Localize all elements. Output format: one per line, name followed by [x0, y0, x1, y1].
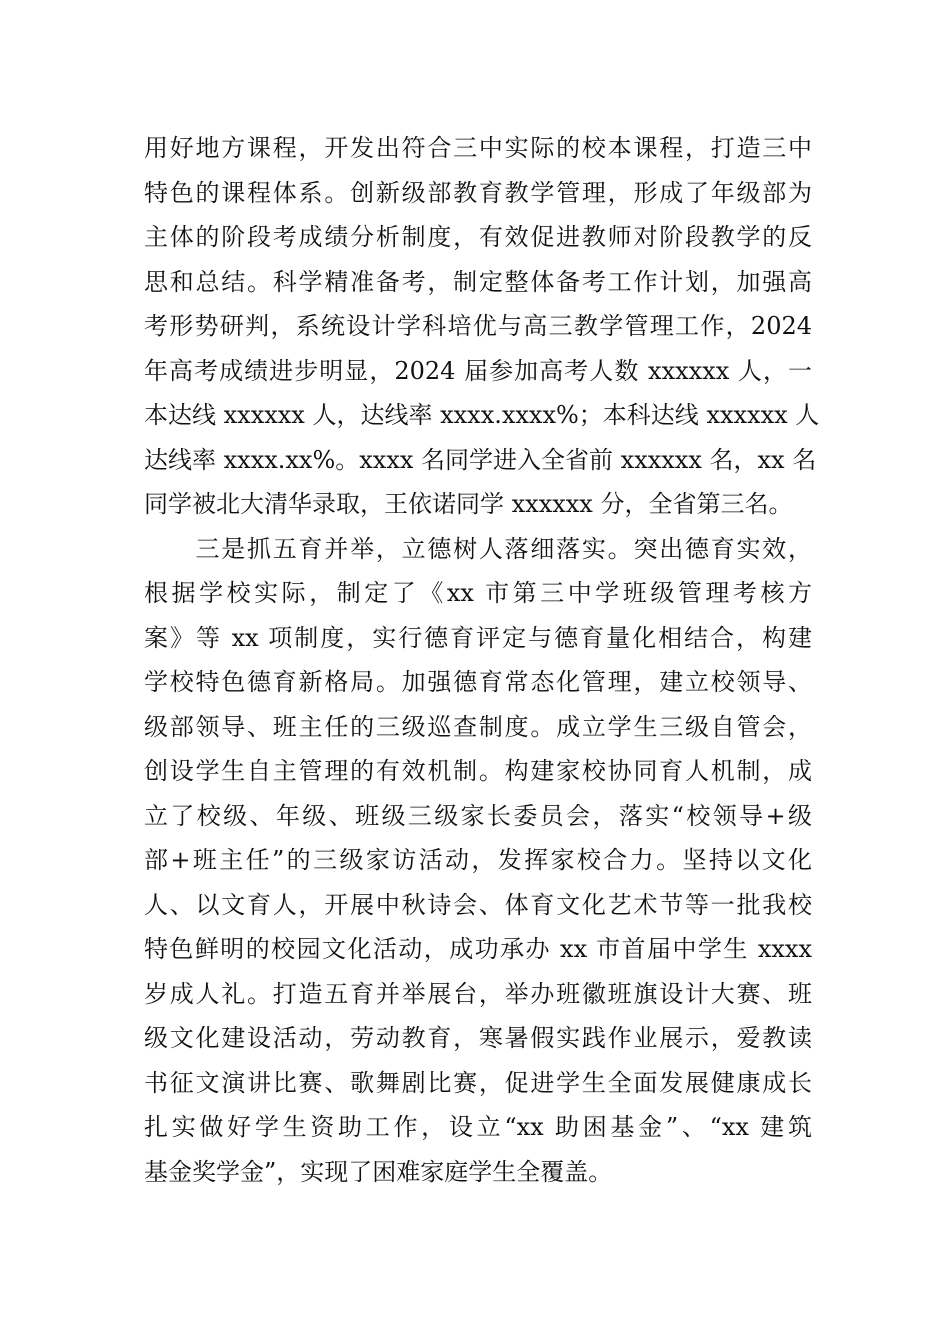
text-line: 基金奖学金”，实现了困难家庭学生全覆盖。 — [144, 1157, 613, 1186]
text-line: 达线率 xxxx.xx%。xxxx 名同学进入全省前 xxxxxx 名，xx 名 — [144, 445, 817, 474]
text-line: 扎实做好学生资助工作，设立“xx 助困基金”、“xx 建筑 — [144, 1113, 812, 1141]
text-line: 级文化建设活动，劳动教育，寒暑假实践作业展示，爱教读 — [144, 1024, 812, 1052]
text-line: 书征文演讲比赛、歌舞剧比赛，促进学生全面发展健康成长 — [144, 1068, 812, 1097]
text-line: 考形势研判，系统设计学科培优与高三教学管理工作，2024 — [144, 312, 812, 340]
text-line: 三是抓五育并举，立德树人落细落实。突出德育实效， — [144, 534, 812, 563]
text-line: 特色鲜明的校园文化活动，成功承办 xx 市首届中学生 xxxx — [144, 935, 812, 963]
text-line: 特色的课程体系。创新级部教育教学管理，形成了年级部为 — [144, 178, 812, 207]
text-line: 年高考成绩进步明显，2024 届参加高考人数 xxxxxx 人，一 — [144, 356, 812, 385]
text-line: 岁成人礼。打造五育并举展台，举办班徽班旗设计大赛、班 — [144, 979, 812, 1008]
text-line: 案》等 xx 项制度，实行德育评定与德育量化相结合，构建 — [144, 623, 812, 652]
text-line: 立了校级、年级、班级三级家长委员会，落实“校领导+级 — [144, 801, 812, 830]
text-line: 创设学生自主管理的有效机制。构建家校协同育人机制，成 — [144, 757, 812, 785]
text-line: 级部领导、班主任的三级巡查制度。成立学生三级自管会， — [144, 712, 812, 741]
text-line: 主体的阶段考成绩分析制度，有效促进教师对阶段教学的反 — [144, 223, 812, 251]
text-line: 根据学校实际，制定了《xx 市第三中学班级管理考核方 — [144, 579, 812, 607]
text-line: 思和总结。科学精准备考，制定整体备考工作计划，加强高 — [144, 267, 812, 296]
text-line: 本达线 xxxxxx 人，达线率 xxxx.xxxx%；本科达线 xxxxxx 人 — [144, 401, 820, 429]
paragraph-curriculum — [144, 126, 820, 527]
text-line: 用好地方课程，开发出符合三中实际的校本课程，打造三中 — [144, 134, 812, 162]
body-text — [144, 126, 820, 1194]
text-line: 部+班主任”的三级家访活动，发挥家校合力。坚持以文化 — [144, 846, 812, 874]
paragraph-moral-education — [144, 527, 812, 1195]
text-line: 人、以文育人，开展中秋诗会、体育文化艺术节等一批我校 — [144, 890, 812, 919]
text-line: 学校特色德育新格局。加强德育常态化管理，建立校领导、 — [144, 668, 812, 696]
text-line: 同学被北大清华录取，王依诺同学 xxxxxx 分，全省第三名。 — [144, 490, 793, 518]
